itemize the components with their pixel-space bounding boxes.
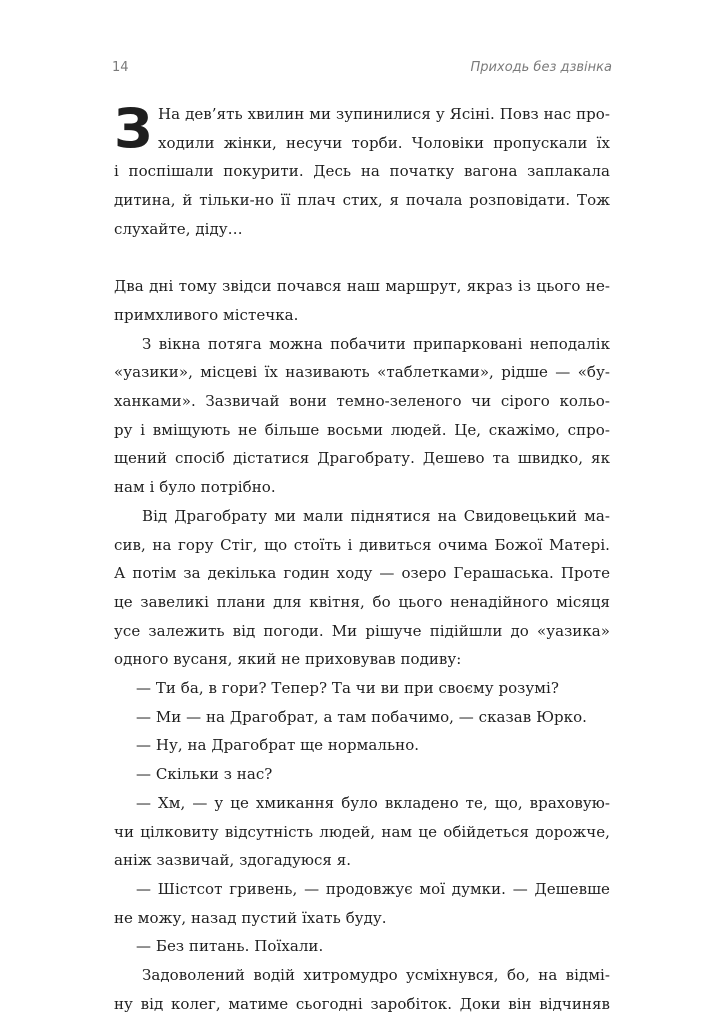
running-head [112,60,612,75]
text-line: слухайте, діду… [114,219,243,238]
text-line: примхливого містечка. [114,305,299,324]
paragraph [114,731,610,760]
text-line: — Ми — на Драгобрат, а там побачимо, — сказав Юрко. [136,707,587,726]
text-line: ну від колег, матиме сьогодні заробіток. Доки він відчиняв [114,994,610,1013]
paragraph [114,789,610,875]
text-line: З вікна потяга можна побачити припарковані неподалік [142,334,610,353]
text-line: ходили жінки, несучи торби. Чоловіки пропускали їх [158,133,610,152]
text-line: не можу, назад пустий їхать буду. [114,908,387,927]
paragraphs [114,272,610,1018]
text-line: Від Драгобрату ми мали піднятися на Свидовецький ма- [142,506,610,525]
paragraph [114,932,610,961]
text-line: і поспішали покурити. Десь на початку вагона заплакала [114,162,610,181]
text-line: чи цілковиту відсутність людей, нам це обійдеться дорожче, [114,822,610,841]
text-line: — Ну, на Драгобрат ще нормально. [136,736,420,755]
paragraph [114,502,610,674]
text-line: ру і вміщують не більше восьми людей. Це, скажімо, спро- [114,420,610,439]
page-number: 14 [112,60,129,75]
text-line: — Ти ба, в гори? Тепер? Та чи ви при своєму розумі? [136,679,559,698]
text-line: — Хм, — у це хмикання було вкладено те, що, враховую- [136,793,610,812]
paragraph [114,674,610,703]
text-line: дитина, й тільки-но її плач стих, я почала розповідати. Тож [114,191,610,210]
text-line: аніж зазвичай, здогадуюся я. [114,851,352,870]
text-line: щений спосіб дістатися Драгобрату. Дешево та швидко, як [114,449,610,468]
running-title: Приходь без дзвінка [470,60,612,75]
text-line: ханками». Зазвичай вони темно-зеленого чи сірого кольо- [114,392,610,411]
paragraph [114,875,610,932]
text-line: Задоволений водій хитромудро усміхнувся, бо, на відмі- [142,966,610,985]
text-line: А потім за декілька годин ходу — озеро Герашаська. Проте [114,564,610,583]
section-gap [114,244,610,273]
body-text [114,97,610,1018]
text-line: одного вусаня, який не приховував подиву: [114,650,462,669]
text-line: усе залежить від погоди. Ми рішуче підійшли до «уазика» [114,621,610,640]
paragraph [114,961,610,1018]
text-line: Два дні тому звідси почався наш маршрут, якраз із цього не- [114,277,610,296]
opening-paragraph [114,97,610,244]
paragraph [114,760,610,789]
text-line: — Шістсот гривень, — продовжує мої думки. — Дешевше [136,879,610,898]
paragraph [114,272,610,329]
text-line: сив, на гору Стіг, що стоїть і дивиться очима Божої Матері. [114,535,610,554]
text-line: це завеликі плани для квітня, бо цього ненадійного місяця [114,592,610,611]
text-line: нам і було потрібно. [114,478,276,497]
drop-cap: З [114,97,153,160]
text-line: — Без питань. Поїхали. [136,937,324,956]
text-line: На дев’ять хвилин ми зупинилися у Ясіні. Повз нас про- [158,105,610,123]
text-line: «уазики», місцеві їх називають «таблетками», рідше — «бу- [114,363,610,382]
paragraph [114,330,610,502]
paragraph [114,703,610,732]
text-line: — Скільки з нас? [136,765,273,784]
